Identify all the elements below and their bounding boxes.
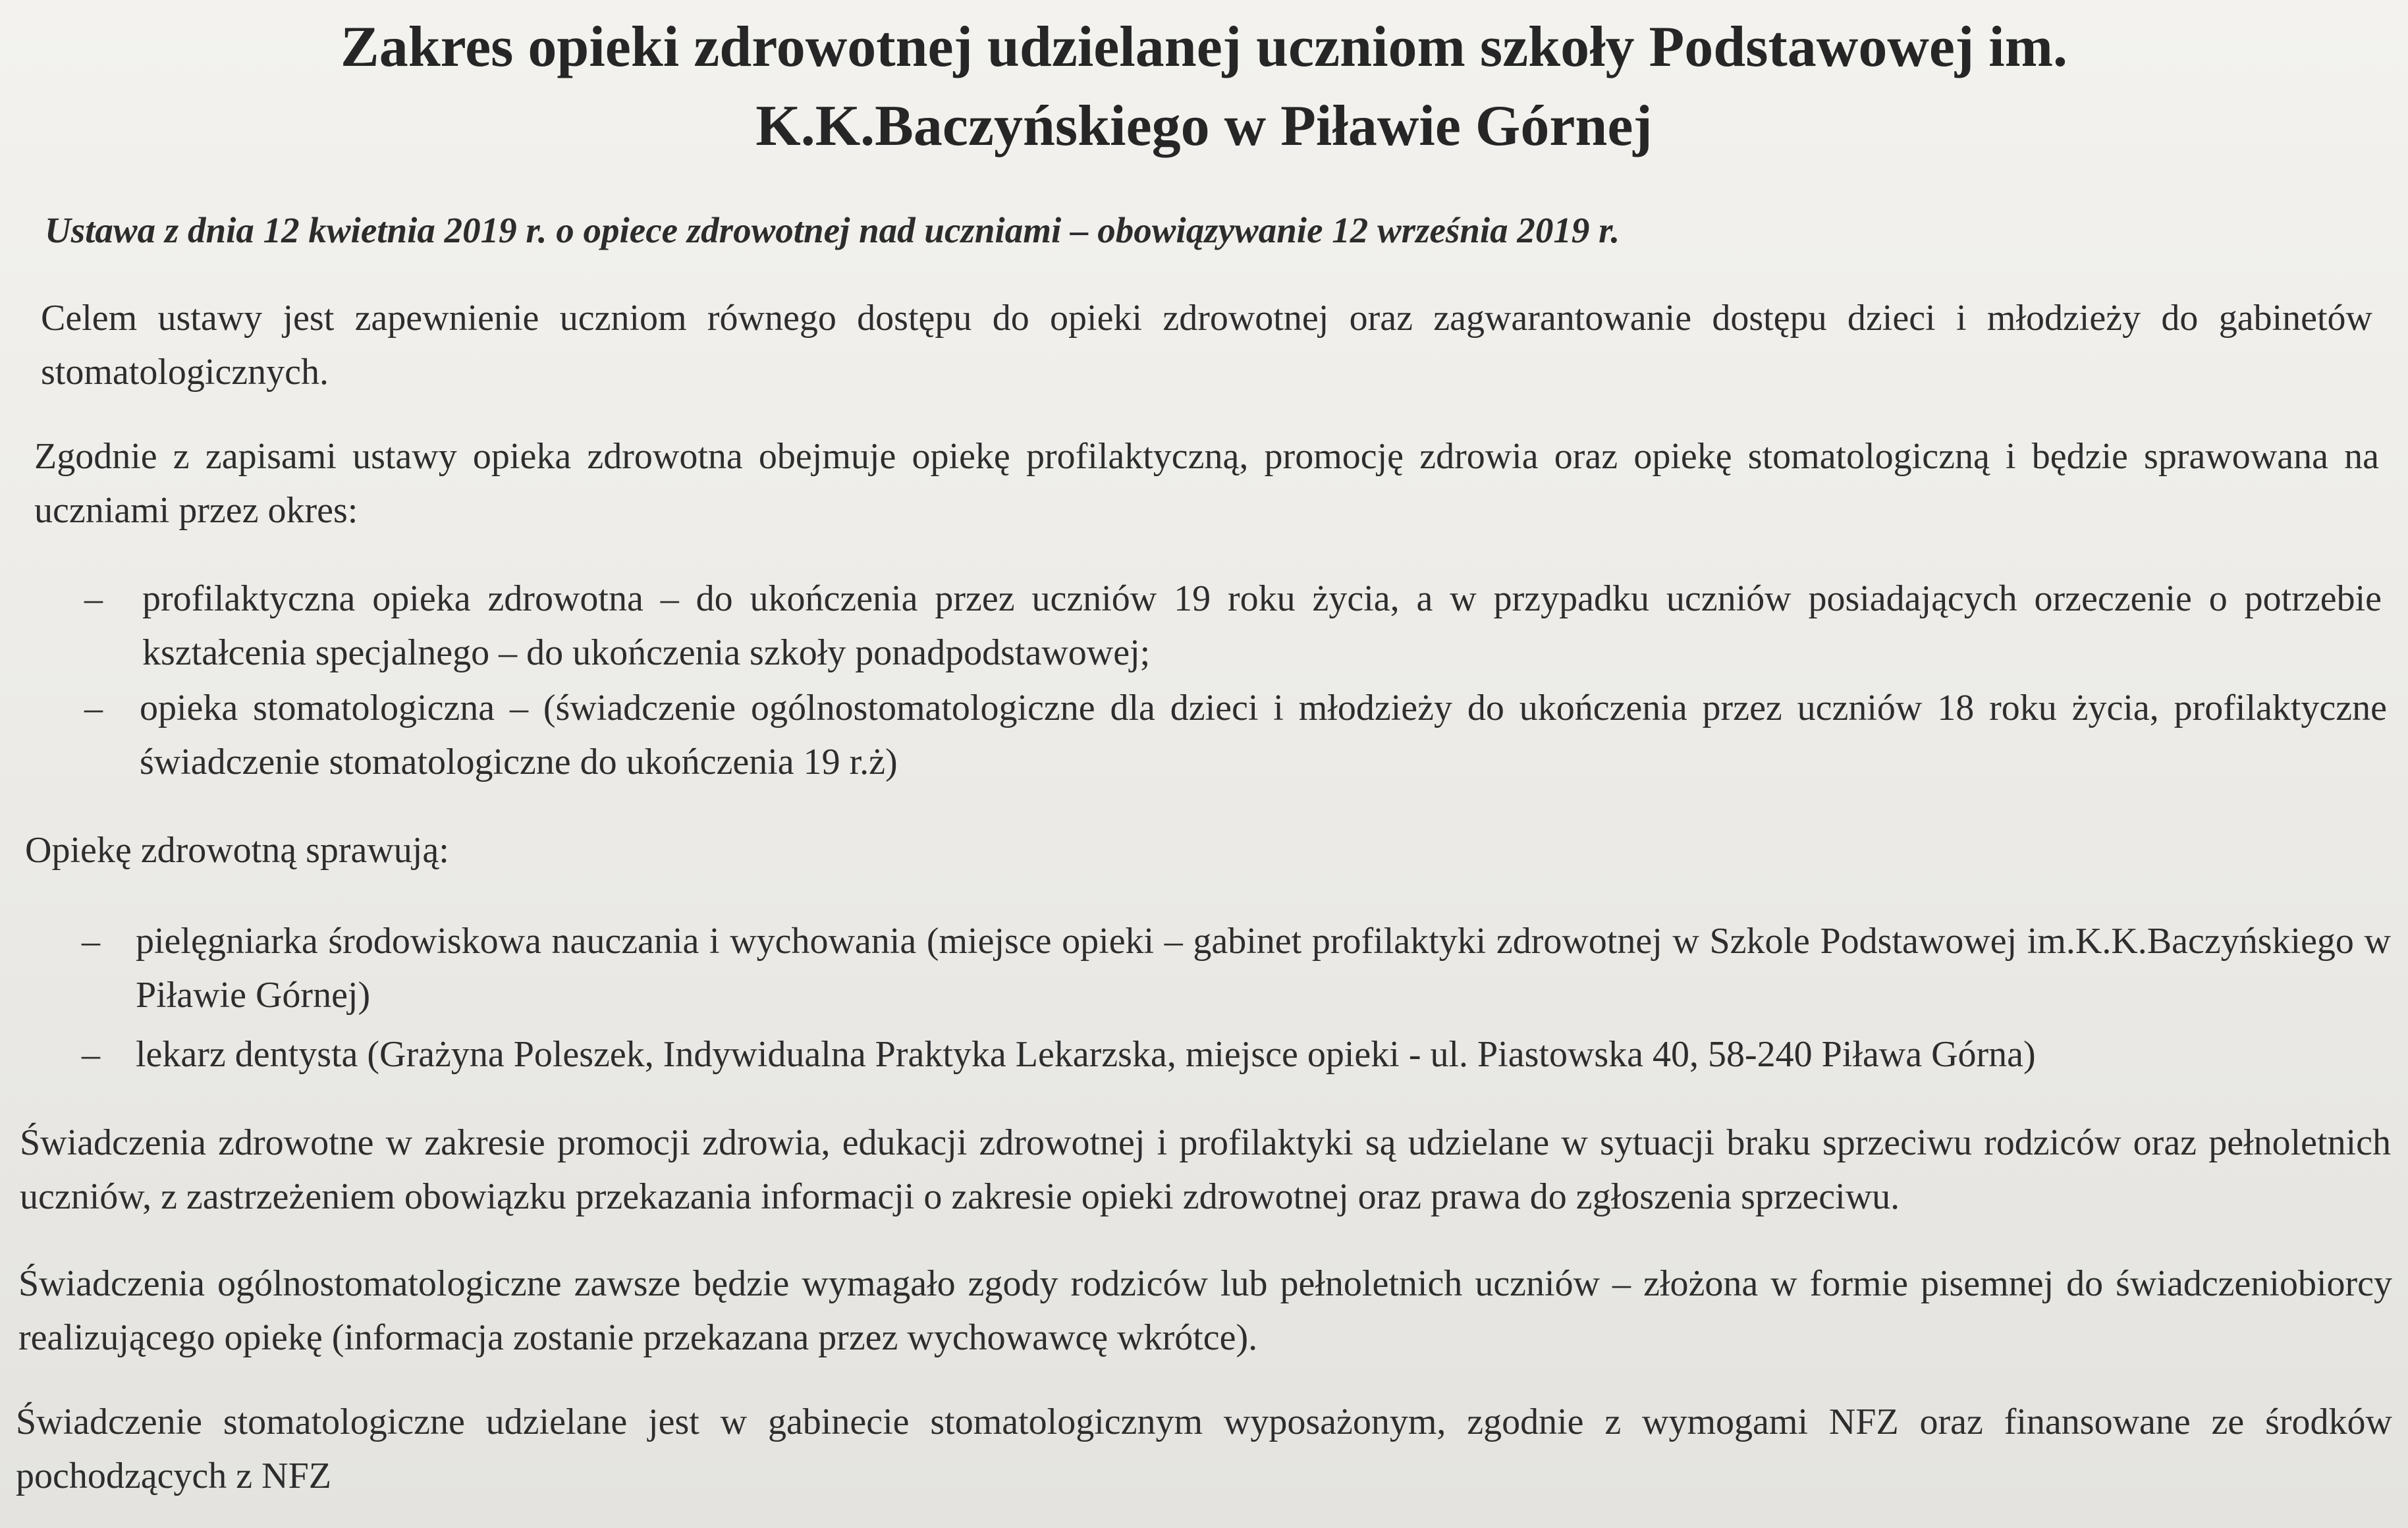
list-dash: – — [82, 921, 100, 962]
list-item-dental-care: opieka stomatologiczna – (świadczenie ogólnostomatologiczne dla dzieci i młodzieży do ukończenia przez uczniów 18 roku życia, profilaktyczne świadczenie stomatologiczne do ukończenia 19 r.ż) — [140, 688, 2387, 782]
paragraph-scope: Zgodnie z zapisami ustawy opieka zdrowotna obejmuje opiekę profilaktyczną, promocję zdrowia oraz opiekę stomatologiczną i będzie sprawowana na uczniami przez okres: — [34, 436, 2379, 531]
list-item-dentist: lekarz dentysta (Grażyna Poleszek, Indywidualna Praktyka Lekarzska, miejsce opieki - ul. Piastowska 40, 58-240 Piława Górna) — [136, 1034, 2036, 1075]
list-dash: – — [82, 1034, 100, 1075]
list-dash: – — [84, 688, 103, 728]
paragraph-consent-health-services: Świadczenia zdrowotne w zakresie promocji zdrowia, edukacji zdrowotnej i profilaktyki są udzielane w sytuacji braku sprzeciwu rodziców oraz pełnoletnich uczniów, z zastrzeżeniem obowiązku przekazania informacji o zakresie opieki zdrowotnej oraz prawa do zgłoszenia sprzeciwu. — [20, 1122, 2391, 1217]
document-title-line-1: Zakres opieki zdrowotnej udzielanej uczniom szkoły Podstawowej im. — [341, 15, 2067, 79]
document-title-line-2: K.K.Baczyńskiego w Piławie Górnej — [755, 94, 1653, 158]
list-item-prophylactic-care: profilaktyczna opieka zdrowotna – do ukończenia przez uczniów 19 roku życia, a w przypadku uczniów posiadających orzeczenie o potrzebie kształcenia specjalnego – do ukończenia szkoły ponadpodstawowej; — [142, 578, 2382, 673]
paragraph-dental-funding: Świadczenie stomatologiczne udzielane jest w gabinecie stomatologicznym wyposażonym, zgodnie z wymogami NFZ oraz finansowane ze środków pochodzących z NFZ — [16, 1402, 2392, 1496]
paragraph-dental-consent: Świadczenia ogólnostomatologiczne zawsze będzie wymagało zgody rodziców lub pełnoletnich uczniów – złożona w formie pisemnej do świadczeniobiorcy realizującego opiekę (informacja zostanie przekazana przez wychowawcę wkrótce). — [18, 1263, 2392, 1358]
list-item-school-nurse: pielęgniarka środowiskowa nauczania i wychowania (miejsce opieki – gabinet profilaktyki zdrowotnej w Szkole Podstawowej im.K.K.Baczyńskiego w Piławie Górnej) — [136, 921, 2391, 1016]
paragraph-providers-intro: Opiekę zdrowotną sprawują: — [25, 830, 449, 871]
paragraph-purpose: Celem ustawy jest zapewnienie uczniom równego dostępu do opieki zdrowotnej oraz zagwarantowanie dostępu dzieci i młodzieży do gabinetów stomatologicznych. — [41, 298, 2372, 393]
list-dash: – — [84, 578, 103, 619]
act-reference: Ustawa z dnia 12 kwietnia 2019 r. o opiece zdrowotnej nad uczniami – obowiązywanie 12 września 2019 r. — [45, 210, 1620, 250]
